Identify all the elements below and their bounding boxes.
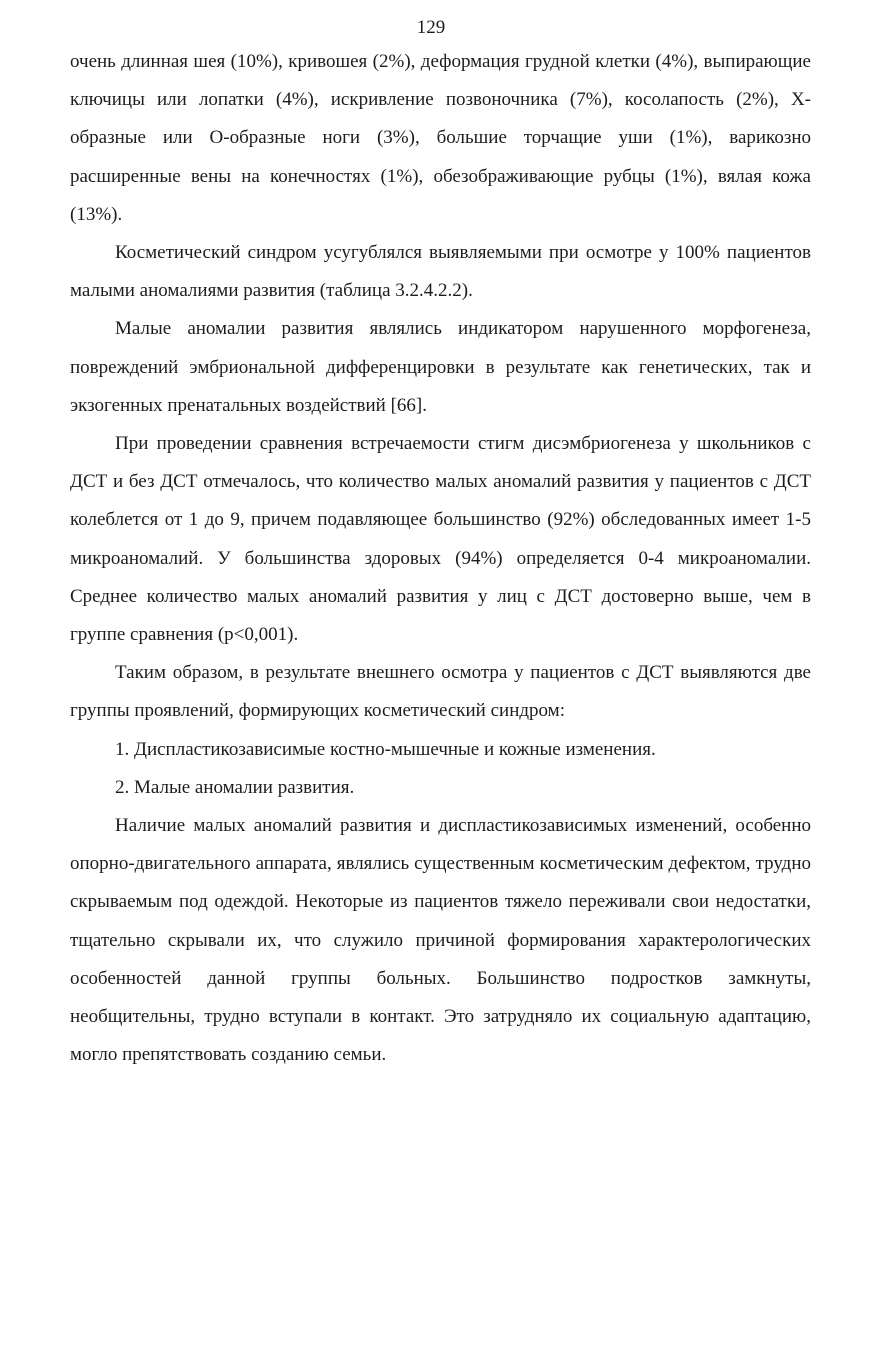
paragraph-continuation: очень длинная шея (10%), кривошея (2%), деформация грудной клетки (4%), выпирающие ключицы или лопатки (4%), искривление позвоночника (7%), косолапость (2%), X-образные или О-образные ноги (3%), большие торчащие уши (1%), варикозно расширенные вены на конечностях (1%), обезображивающие рубцы (1%), вялая кожа (13%).: [70, 51, 811, 225]
paragraph-comparison: При проведении сравнения встречаемости стигм дисэмбриогенеза у школьников с ДСТ и без ДСТ отмечалось, что количество малых аномалий развития у пациентов с ДСТ колеблется от 1 до 9, причем подавляющее большинство (92%) обследованных имеет 1-5 микроаномалий. У большинства здоровых (94%) определяется 0-4 микроаномалии. Среднее количество малых аномалий развития у лиц с ДСТ достоверно выше, чем в группе сравнения (p<0,001).: [70, 433, 811, 646]
list-item-1: 1. Диспластикозависимые костно-мышечные и кожные изменения.: [115, 738, 656, 760]
body-text: [70, 43, 811, 1074]
paragraph-cosmetic-syndrome: Косметический синдром усугублялся выявляемыми при осмотре у 100% пациентов малыми аномалиями развития (таблица 3.2.4.2.2).: [70, 242, 811, 302]
list-item-2: 2. Малые аномалии развития.: [115, 776, 355, 798]
page-number: 129: [416, 17, 446, 38]
paragraph-defect-impact: Наличие малых аномалий развития и диспластикозависимых изменений, особенно опорно-двигательного аппарата, являлись существенным косметическим дефектом, трудно скрываемым под одеждой. Некоторые из пациентов тяжело переживали свои недостатки, тщательно скрывали их, что служило причиной формирования характерологических особенностей данной группы больных. Большинство подростков замкнуты, необщительны, трудно вступали в контакт. Это затрудняло их социальную адаптацию, могло препятствовать созданию семьи.: [70, 815, 811, 1066]
paragraph-conclusion: Таким образом, в результате внешнего осмотра у пациентов с ДСТ выявляются две группы проявлений, формирующих косметический синдром:: [70, 662, 811, 722]
paragraph-minor-anomalies: Малые аномалии развития являлись индикатором нарушенного морфогенеза, повреждений эмбриональной дифференцировки в результате как генетических, так и экзогенных пренатальных воздействий [66].: [70, 318, 811, 416]
